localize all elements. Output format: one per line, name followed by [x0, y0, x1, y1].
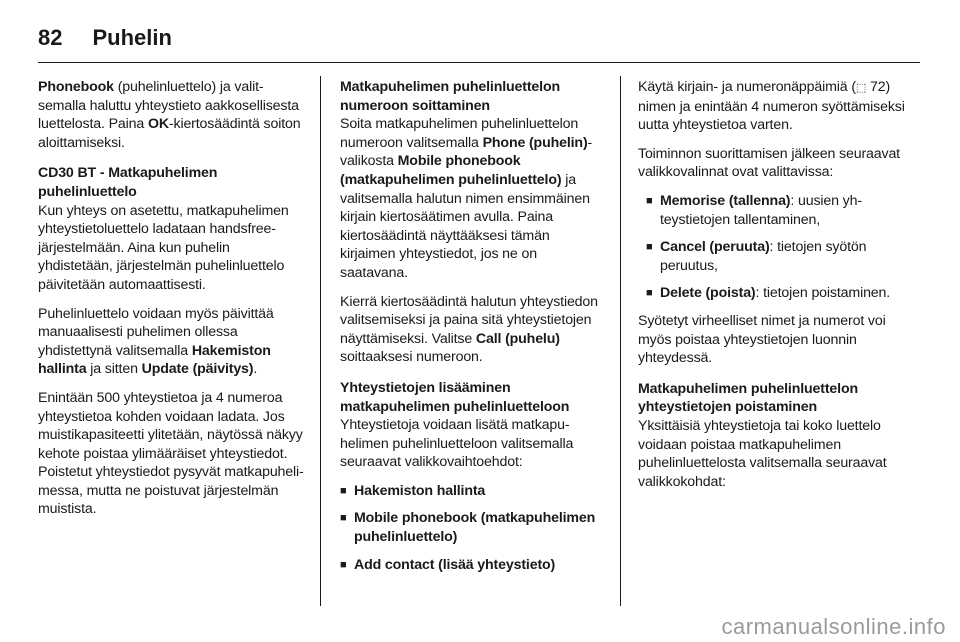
- list-item: [646, 192, 906, 229]
- term: Memorise (tallenna): [660, 192, 791, 209]
- term: Phonebook: [38, 79, 114, 95]
- page-title: Puhelin: [92, 25, 172, 50]
- term: Cancel (peruuta): [660, 239, 770, 256]
- bullet-icon: ■: [340, 484, 347, 497]
- paragraph: [38, 305, 306, 379]
- text: : tietojen syötön peruutus,: [660, 239, 867, 274]
- section-heading: Matkapuhelimen puhelinluettelon yhteystietojen poistaminen: [638, 380, 859, 416]
- column-2: [340, 78, 608, 583]
- term: Update (päivitys): [141, 361, 254, 378]
- text: Käytä kirjain- ja numeronäppäimiä (: [638, 79, 856, 95]
- page-number: 82: [38, 25, 63, 50]
- term: Mobile phonebook (matkapuhelimen puhelinluettelo): [340, 153, 562, 188]
- section-heading: CD30 BT - Matkapuhelimen puhelinluettelo: [38, 165, 218, 200]
- text: 72) nimen ja enintään 4 numeron syöttämiseksi uutta yhteystietoa varten.: [638, 79, 905, 134]
- text: : tietojen poistaminen.: [755, 285, 891, 302]
- list-item: [340, 556, 608, 575]
- column-3: [638, 78, 906, 501]
- list-item-text: Hakemiston hallinta: [354, 482, 486, 499]
- bullet-icon: ■: [646, 287, 653, 300]
- paragraph: [340, 293, 608, 367]
- term: OK: [147, 116, 169, 133]
- term: Phone (puhelin): [482, 134, 588, 151]
- page-reference-arrow-icon: ⬚: [855, 82, 867, 94]
- paragraph: Toiminnon suorittamisen jälkeen seuraavat valikkovalinnat ovat valittavissa:: [638, 145, 900, 181]
- list-item-text: Mobile phonebook (matkapuhelimen puhelinluettelo): [354, 510, 596, 546]
- list-item: [646, 238, 906, 275]
- paragraph: [340, 115, 608, 282]
- text: (puhelinluettelo) ja valitsemalla haluttu yhteystieto aakkosellisesta luettelosta. Paina: [38, 79, 299, 133]
- paragraph: Yksittäisiä yhteystietoja tai koko luettelo voidaan poistaa matkapuhelimen puhelinluettelosta valitsemalla seuraavat valikkokohdat:: [638, 417, 887, 490]
- bullet-icon: ■: [340, 558, 347, 571]
- text: -kiertosäädintä soiton aloittamiseksi.: [38, 116, 301, 151]
- list-item: [340, 509, 608, 546]
- text: Kierrä kiertosäädintä halutun yhteystiedon valitsemiseksi ja paina sitä yhteystietojen näyttämiseksi. Valitse: [340, 293, 598, 347]
- text: Soita matkapuhelimen puhelinluettelon numeroon valitsemalla: [340, 116, 579, 151]
- column-1: [38, 78, 306, 529]
- term: Hakemiston hallinta: [38, 342, 271, 378]
- paragraph: Yhteystietoja voidaan lisätä matkapuhelimen puhelinluetteloon valitsemalla seuraavat valikkovaihtoehdot:: [340, 417, 574, 471]
- bullet-icon: ■: [646, 241, 653, 254]
- bullet-icon: ■: [646, 194, 653, 207]
- column-divider-1: [320, 76, 321, 606]
- paragraph: [38, 78, 306, 152]
- watermark: carmanualsonline.info: [721, 614, 946, 639]
- text: -valikosta: [340, 134, 593, 170]
- page-header: [38, 18, 922, 58]
- bullet-icon: ■: [340, 512, 347, 525]
- list-item: [340, 482, 608, 501]
- section-heading: Yhteystietojen lisääminen matkapuhelimen puhelinluetteloon: [340, 379, 570, 415]
- paragraph: Enintään 500 yhteystietoa ja 4 numeroa yhteystietoa kohden voidaan ladata. Jos muistikapasiteetti ylitetään, näytössä näkyy kehote poistaa ylimääräiset yhteystiedot. Poistetut yhteystiedot pysyvät matkapuhelimessa, mutta ne poistuvat järjestelmän muistista.: [38, 389, 304, 518]
- column-divider-2: [620, 76, 621, 606]
- section-heading: Matkapuhelimen puhelinluettelon numeroon soittaminen: [340, 79, 561, 114]
- paragraph: Syötetyt virheelliset nimet ja numerot voi myös poistaa yhteystietojen luonnin yhteydessä.: [638, 312, 886, 367]
- paragraph: Kun yhteys on asetettu, matkapuhelimen yhteystietoluettelo ladataan handsfree-järjestelmään. Aina kun puhelin yhdistetään, järjestelmän puhelinluettelo päivitetään automaattisesti.: [38, 202, 289, 293]
- text: : uusien yhteystietojen tallentaminen,: [660, 192, 863, 228]
- text: soittaaksesi numeroon.: [340, 349, 483, 366]
- text: ja sitten: [86, 361, 142, 378]
- term: Delete (poista): [660, 285, 756, 302]
- list-item-text: Add contact (lisää yhteystieto): [354, 556, 556, 573]
- list-item: [646, 284, 906, 303]
- header-rule: [38, 62, 920, 63]
- term: Call (puhelu): [475, 330, 560, 347]
- paragraph: [638, 78, 906, 135]
- text: .: [253, 361, 258, 378]
- text: Puhelinluettelo voidaan myös päivittää manuaalisesti puhelimen ollessa yhdistettynä valitsemalla: [38, 305, 274, 359]
- text: ja valitsemalla halutun nimen ensimmäinen kirjain kiertosäätimen avulla. Paina kiertosäädintä näyttääksesi tämän kirjaimen yhteystiedot, jos ne on saatavana.: [340, 171, 590, 281]
